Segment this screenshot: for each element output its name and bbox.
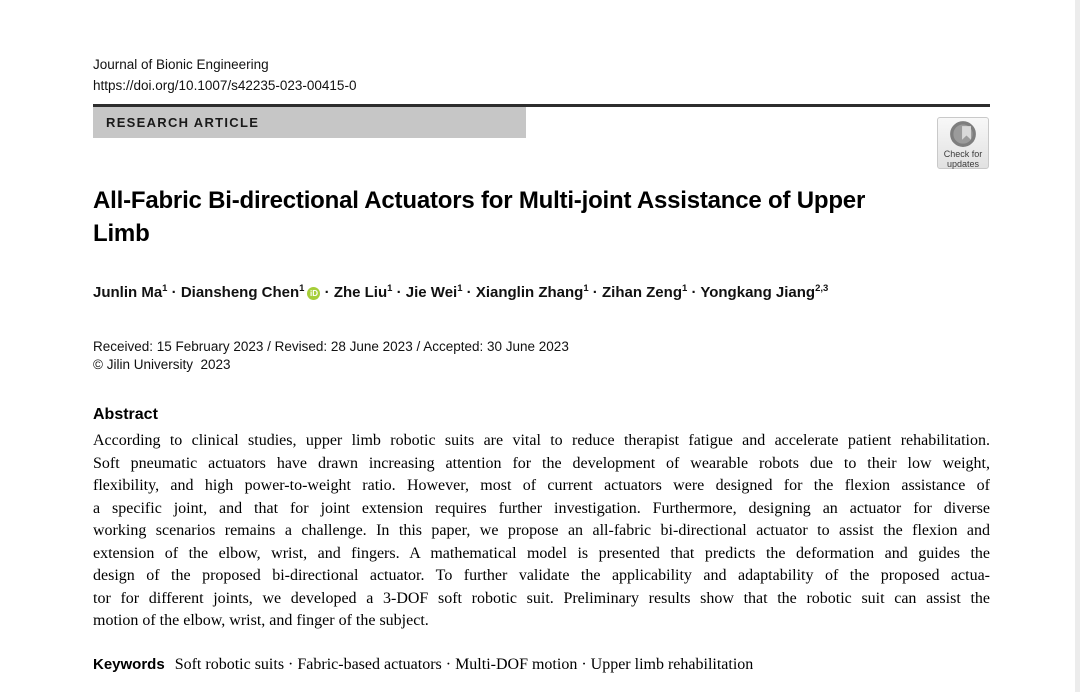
- orcid-icon[interactable]: iD: [307, 287, 320, 300]
- received-revised-accepted: Received: 15 February 2023 / Revised: 28 June 2023 / Accepted: 30 June 2023: [93, 339, 569, 354]
- abstract-line: extension of the elbow, wrist, and fingers. A mathematical model is presented that predicts the deformation and guides the: [93, 544, 990, 562]
- keywords-label: Keywords: [93, 656, 165, 673]
- journal-name: Journal of Bionic Engineering: [93, 57, 269, 72]
- author-name: Zihan Zeng: [601, 284, 682, 301]
- author-name: Jie Wei: [405, 284, 458, 301]
- author-separator: ·: [462, 284, 476, 301]
- author-affiliation-sup: 2,3: [815, 283, 829, 294]
- abstract-line: flexibility, and high power-to-weight ratio. However, most of current actuators were designed for the flexion assistance of: [93, 477, 990, 494]
- author-name: Junlin Ma: [93, 284, 163, 301]
- crossmark-icon: [948, 120, 978, 150]
- abstract-line: working scenarios remains a challenge. In this paper, we propose an all-fabric bi-directional actuator to assist the flexion and: [93, 522, 990, 539]
- abstract-line: According to clinical studies, upper limb robotic suits are vital to reduce therapist fatigue and accelerate patient rehabilitation.: [93, 432, 990, 449]
- author-separator: ·: [588, 284, 602, 301]
- author-separator: ·: [167, 284, 181, 301]
- author-affiliation-sup: 1: [583, 283, 589, 294]
- author-affiliation-sup: 1: [387, 283, 393, 294]
- check-for-updates-badge[interactable]: [937, 117, 989, 169]
- abstract-heading: Abstract: [93, 406, 158, 423]
- author-list: [93, 283, 973, 301]
- abstract-line: Soft pneumatic actuators have drawn increasing attention for the development of wearable robots due to their low weight,: [93, 454, 990, 472]
- author: [406, 284, 463, 301]
- paper-title-line: Limb: [93, 220, 150, 247]
- author-affiliation-sup: 1: [162, 283, 168, 294]
- keywords-text: Soft robotic suits · Fabric-based actuators · Multi-DOF motion · Upper limb rehabilitation: [174, 656, 754, 673]
- page-edge-shadow: [1075, 0, 1080, 692]
- abstract-line: a specific joint, and that for joint extension requires further investigation. Furthermore, designing an actuator for diverse: [93, 499, 990, 517]
- author-separator: ·: [392, 284, 406, 301]
- author: [334, 284, 393, 301]
- abstract-body: [93, 430, 990, 633]
- author-affiliation-sup: 1: [457, 283, 463, 294]
- author-separator: ·: [320, 284, 334, 301]
- author: [181, 284, 321, 301]
- abstract-line: motion of the elbow, wrist, and finger of the subject.: [93, 612, 429, 629]
- author: [476, 284, 589, 301]
- author-affiliation-sup: 1: [299, 283, 305, 294]
- author-separator: ·: [687, 284, 701, 301]
- author-name: Yongkang Jiang: [700, 284, 816, 301]
- copyright-line: © Jilin University 2023: [93, 357, 231, 372]
- check-for-updates-text-line2: updates: [946, 158, 980, 169]
- paper-title-line: All-Fabric Bi-directional Actuators for Multi-joint Assistance of Upper: [93, 187, 866, 214]
- paper-title: [93, 184, 953, 250]
- author-name: Zhe Liu: [333, 284, 388, 301]
- article-type-label: RESEARCH ARTICLE: [106, 115, 260, 130]
- author: [93, 284, 167, 301]
- doi-link[interactable]: https://doi.org/10.1007/s42235-023-00415-0: [93, 78, 357, 93]
- author-name: Diansheng Chen: [180, 284, 300, 301]
- author: [602, 284, 687, 301]
- author-name: Xianglin Zhang: [475, 284, 584, 301]
- check-for-updates-text-line1: Check for: [943, 149, 983, 159]
- author-affiliation-sup: 1: [681, 283, 688, 294]
- article-type-banner: [93, 107, 526, 138]
- abstract-line: tor for different joints, we developed a 3-DOF soft robotic suit. Preliminary results show that the robotic suit can assist the: [93, 589, 990, 607]
- abstract-line: design of the proposed bi-directional actuator. To further validate the applicability and adaptability of the proposed actua-: [93, 567, 990, 584]
- keywords-line: [93, 656, 990, 674]
- author: [700, 284, 828, 301]
